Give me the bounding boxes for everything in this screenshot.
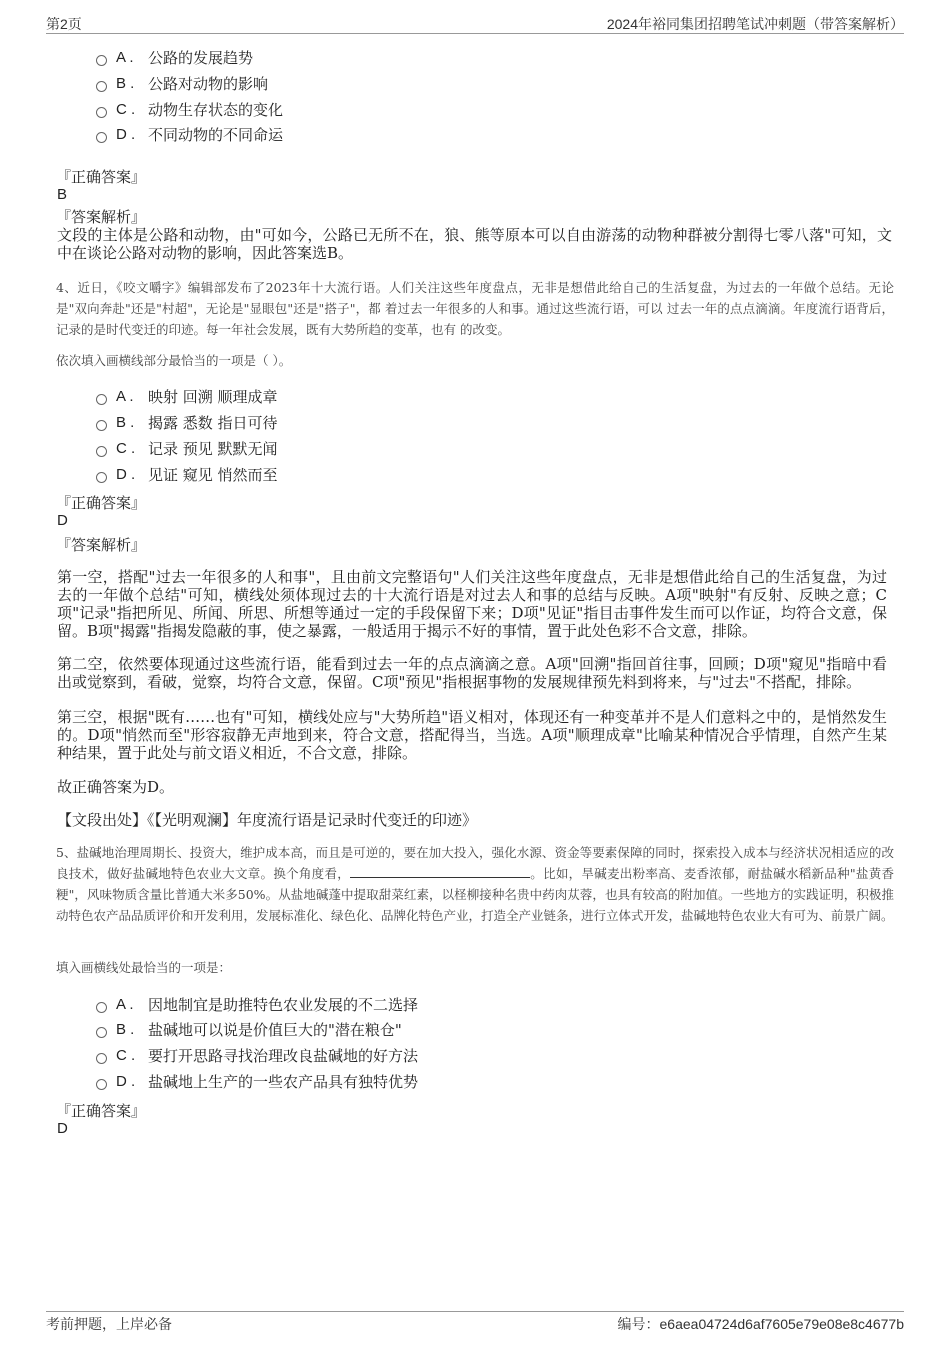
radio-icon[interactable] [96, 132, 107, 143]
q3-analysis-label: 『答案解析』 [56, 208, 147, 226]
q4-source: 【文段出处】《【光明观澜】年度流行语是记录时代变迁的印迹》 [57, 811, 478, 829]
q4-analysis-para-2: 第二空，依然要体现通过这些流行语，能看到过去一年的点点滴滴之意。A项"回溯"指回首往事，回顾；D项"窥见"指暗中看出或觉察到，看破，觉察，均符合文意，保留。C项"预见"指根据事物的发展规律预先料到将来，与"过去"不搭配，排除。 [57, 655, 887, 691]
radio-icon[interactable] [96, 1079, 107, 1090]
q4-stem: 4、近日，《咬文嚼字》编辑部发布了2023年十大流行语。人们关注这些年度盘点，无非是想借此给自己的生活复盘，为过去的一年做个总结。无论是"双向奔赴"还是"村超"，无论是"显眼包"还是"搭子"，都 着过去一年很多的人和事。通过这些流行语，可以 过去一年的点点滴滴。年度流行语背后，记录的是时代变迁的印迹。每一年社会发展，既有大势所趋的变革，也有 的改变。 [56, 280, 894, 337]
radio-icon[interactable] [96, 446, 107, 457]
q3-analysis-text: 文段的主体是公路和动物，由"可如今，公路已无所不在，狼、熊等原本可以自由游荡的动物种群被分割得七零八落"可知，文中在谈论公路对动物的影响，因此答案选B。 [57, 226, 892, 262]
q4-answer: D [57, 512, 68, 529]
fill-blank[interactable] [350, 865, 530, 878]
q5-answer: D [57, 1120, 68, 1137]
q4-option-d[interactable]: D . 见证 窥见 悄然而至 [96, 463, 278, 485]
document-title: 2024年裕同集团招聘笔试冲刺题（带答案解析） [606, 16, 904, 32]
q4-answer-label: 『正确答案』 [56, 494, 147, 512]
q5-option-c[interactable]: C . 要打开思路寻找治理改良盐碱地的好方法 [96, 1044, 418, 1066]
footer-slogan: 考前押题，上岸必备 [46, 1316, 172, 1332]
q4-option-b[interactable]: B . 揭露 悉数 指日可待 [96, 411, 278, 433]
radio-icon[interactable] [96, 394, 107, 405]
q5-answer-label: 『正确答案』 [56, 1102, 147, 1120]
radio-icon[interactable] [96, 420, 107, 431]
radio-icon[interactable] [96, 1027, 107, 1038]
q4-prompt: 依次填入画横线部分最恰当的一项是（ ）。 [56, 353, 292, 368]
q5-prompt: 填入画横线处最恰当的一项是： [56, 960, 232, 975]
radio-icon[interactable] [96, 55, 107, 66]
q3-answer: B [57, 186, 68, 203]
header-divider [46, 33, 904, 34]
q3-answer-label: 『正确答案』 [56, 168, 147, 186]
q5-option-d[interactable]: D . 盐碱地上生产的一些农产品具有独特优势 [96, 1070, 418, 1092]
radio-icon[interactable] [96, 472, 107, 483]
q4-option-a[interactable]: A . 映射 回溯 顺理成章 [96, 385, 278, 407]
q3-option-d[interactable]: D . 不同动物的不同命运 [96, 123, 283, 145]
q4-analysis-label: 『答案解析』 [56, 536, 147, 554]
q3-option-b[interactable]: B . 公路对动物的影响 [96, 72, 268, 94]
radio-icon[interactable] [96, 107, 107, 118]
q5-stem: 5、盐碱地治理周期长、投资大，维护成本高，而且是可逆的，要在加大投入，强化水源、资金等要素保障的同时，探索投入成本与经济状况相适应的改良技术，做好盐碱地特色农业大文章。换个角度看， 。比如，旱碱麦出粉率高、麦香浓郁，耐盐碱水稻新品种"盐黄香粳"，风味物质含量比普通大米多50%。从盐地碱蓬中提取甜菜红素，以柽柳接种名贵中药肉苁蓉，也具有较高的附加值。一些地方的实践证明，积极推动特色农产品品质评价和开发利用，发展标准化、绿色化、品牌化特色产业，打造全产业链条，进行立体式开发，盐碱地特色农业大有可为、前景广阔。 [56, 845, 894, 923]
radio-icon[interactable] [96, 1053, 107, 1064]
radio-icon[interactable] [96, 81, 107, 92]
q3-option-c[interactable]: C . 动物生存状态的变化 [96, 98, 283, 120]
q5-option-b[interactable]: B . 盐碱地可以说是价值巨大的"潜在粮仓" [96, 1018, 402, 1040]
footer-divider [46, 1311, 904, 1312]
q4-conclusion: 故正确答案为D。 [57, 778, 175, 796]
q5-option-a[interactable]: A . 因地制宜是助推特色农业发展的不二选择 [96, 993, 418, 1015]
q4-analysis-para-1: 第一空，搭配"过去一年很多的人和事"，且由前文完整语句"人们关注这些年度盘点，无非是想借此给自己的生活复盘，为过去的一年做个总结"可知，横线处须体现过去的十大流行语是对过去人和事的总结与反映。A项"映射"有反射、反映之意；C项"记录"指把所见、所闻、所思、所想等通过一定的手段保留下来；D项"见证"指目击事件发生而可以作证，均符合文意，保留。B项"揭露"指揭发隐蔽的事，使之暴露，一般适用于揭示不好的事情，置于此处色彩不合文意，排除。 [57, 568, 887, 640]
q4-analysis-para-3: 第三空，根据"既有……也有"可知，横线处应与"大势所趋"语义相对，体现还有一种变革并不是人们意料之中的，是悄然发生的。D项"悄然而至"形容寂静无声地到来，符合文意，搭配得当，当选。A项"顺理成章"比喻某种情况合乎情理，自然产生某种结果，置于此处与前文语义相近，不合文意，排除。 [57, 708, 887, 762]
q3-option-a[interactable]: A . 公路的发展趋势 [96, 46, 253, 68]
page-number: 第2页 [46, 16, 82, 32]
radio-icon[interactable] [96, 1002, 107, 1013]
q4-option-c[interactable]: C . 记录 预见 默默无闻 [96, 437, 278, 459]
document-code: 编号：e6aea04724d6af7605e79e08e8c4677b [617, 1316, 904, 1332]
